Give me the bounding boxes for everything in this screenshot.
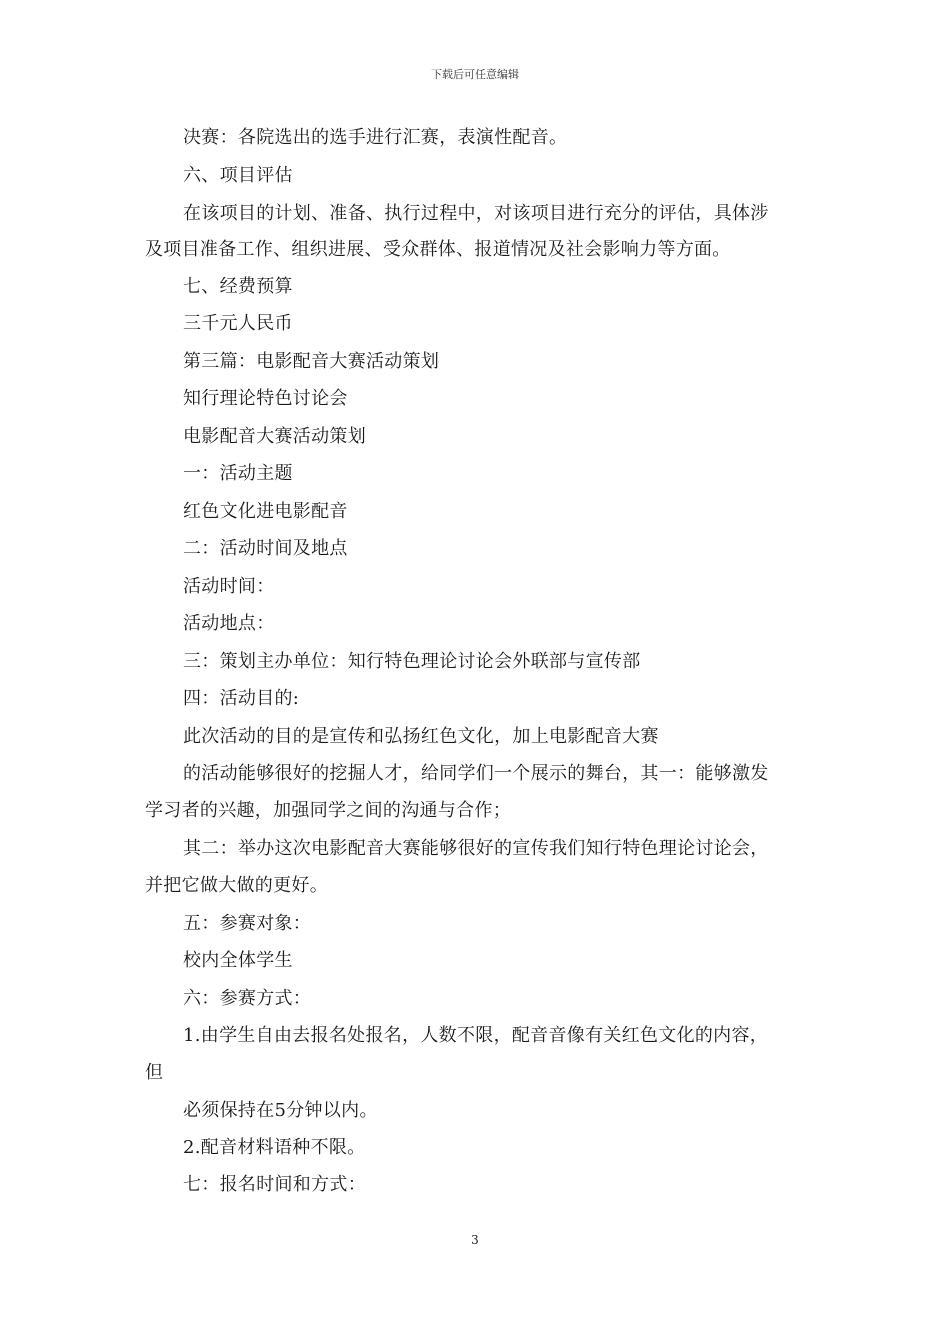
section-heading: 五：参赛对象： xyxy=(183,913,312,934)
paragraph-line: 知行理论特色讨论会 xyxy=(183,388,348,409)
paragraph-line: 红色文化进电影配音 xyxy=(183,501,348,522)
paragraph-line: 及项目准备工作、组织进展、受众群体、报道情况及社会影响力等方面。 xyxy=(145,239,731,260)
paragraph-line: 学习者的兴趣，加强同学之间的沟通与合作； xyxy=(145,800,511,821)
paragraph-line: 必须保持在5分钟以内。 xyxy=(183,1100,378,1121)
chapter-heading: 第三篇：电影配音大赛活动策划 xyxy=(183,351,440,372)
section-heading: 六：参赛方式： xyxy=(183,988,312,1009)
section-heading: 二：活动时间及地点 xyxy=(183,538,348,559)
document-title: 电影配音大赛活动策划 xyxy=(183,426,366,447)
paragraph-line: 此次活动的目的是宣传和弘扬红色文化，加上电影配音大赛 xyxy=(183,726,659,747)
section-heading: 一：活动主题 xyxy=(183,463,293,484)
paragraph-line: 其二：举办这次电影配音大赛能够很好的宣传我们知行特色理论讨论会， xyxy=(183,838,769,859)
paragraph-line: 2.配音材料语种不限。 xyxy=(183,1137,366,1158)
paragraph-line: 的活动能够很好的挖掘人才，给同学们一个展示的舞台，其一：能够激发 xyxy=(183,763,769,784)
paragraph-line: 校内全体学生 xyxy=(183,950,293,971)
paragraph-line: 但 xyxy=(145,1062,164,1083)
section-heading: 三：策划主办单位：知行特色理论讨论会外联部与宣传部 xyxy=(183,651,641,672)
paragraph-line: 活动地点： xyxy=(183,613,275,634)
paragraph-line: 1.由学生自由去报名处报名，人数不限，配音音像有关红色文化的内容， xyxy=(183,1025,769,1046)
paragraph-line: 三千元人民币 xyxy=(183,313,293,334)
paragraph-line: 活动时间： xyxy=(183,576,275,597)
paragraph-line: 在该项目的计划、准备、执行过程中，对该项目进行充分的评估，具体涉 xyxy=(183,203,769,224)
section-heading: 四：活动目的: xyxy=(183,688,300,709)
section-heading: 六、项目评估 xyxy=(183,165,293,186)
paragraph-line: 并把它做大做的更好。 xyxy=(145,875,328,896)
paragraph-line: 决赛：各院选出的选手进行汇赛，表演性配音。 xyxy=(183,127,568,148)
section-heading: 七：报名时间和方式： xyxy=(183,1174,366,1195)
page-header: 下载后可任意编辑 xyxy=(431,68,519,81)
section-heading: 七、经费预算 xyxy=(183,276,293,297)
page-number: 3 xyxy=(471,1233,479,1247)
